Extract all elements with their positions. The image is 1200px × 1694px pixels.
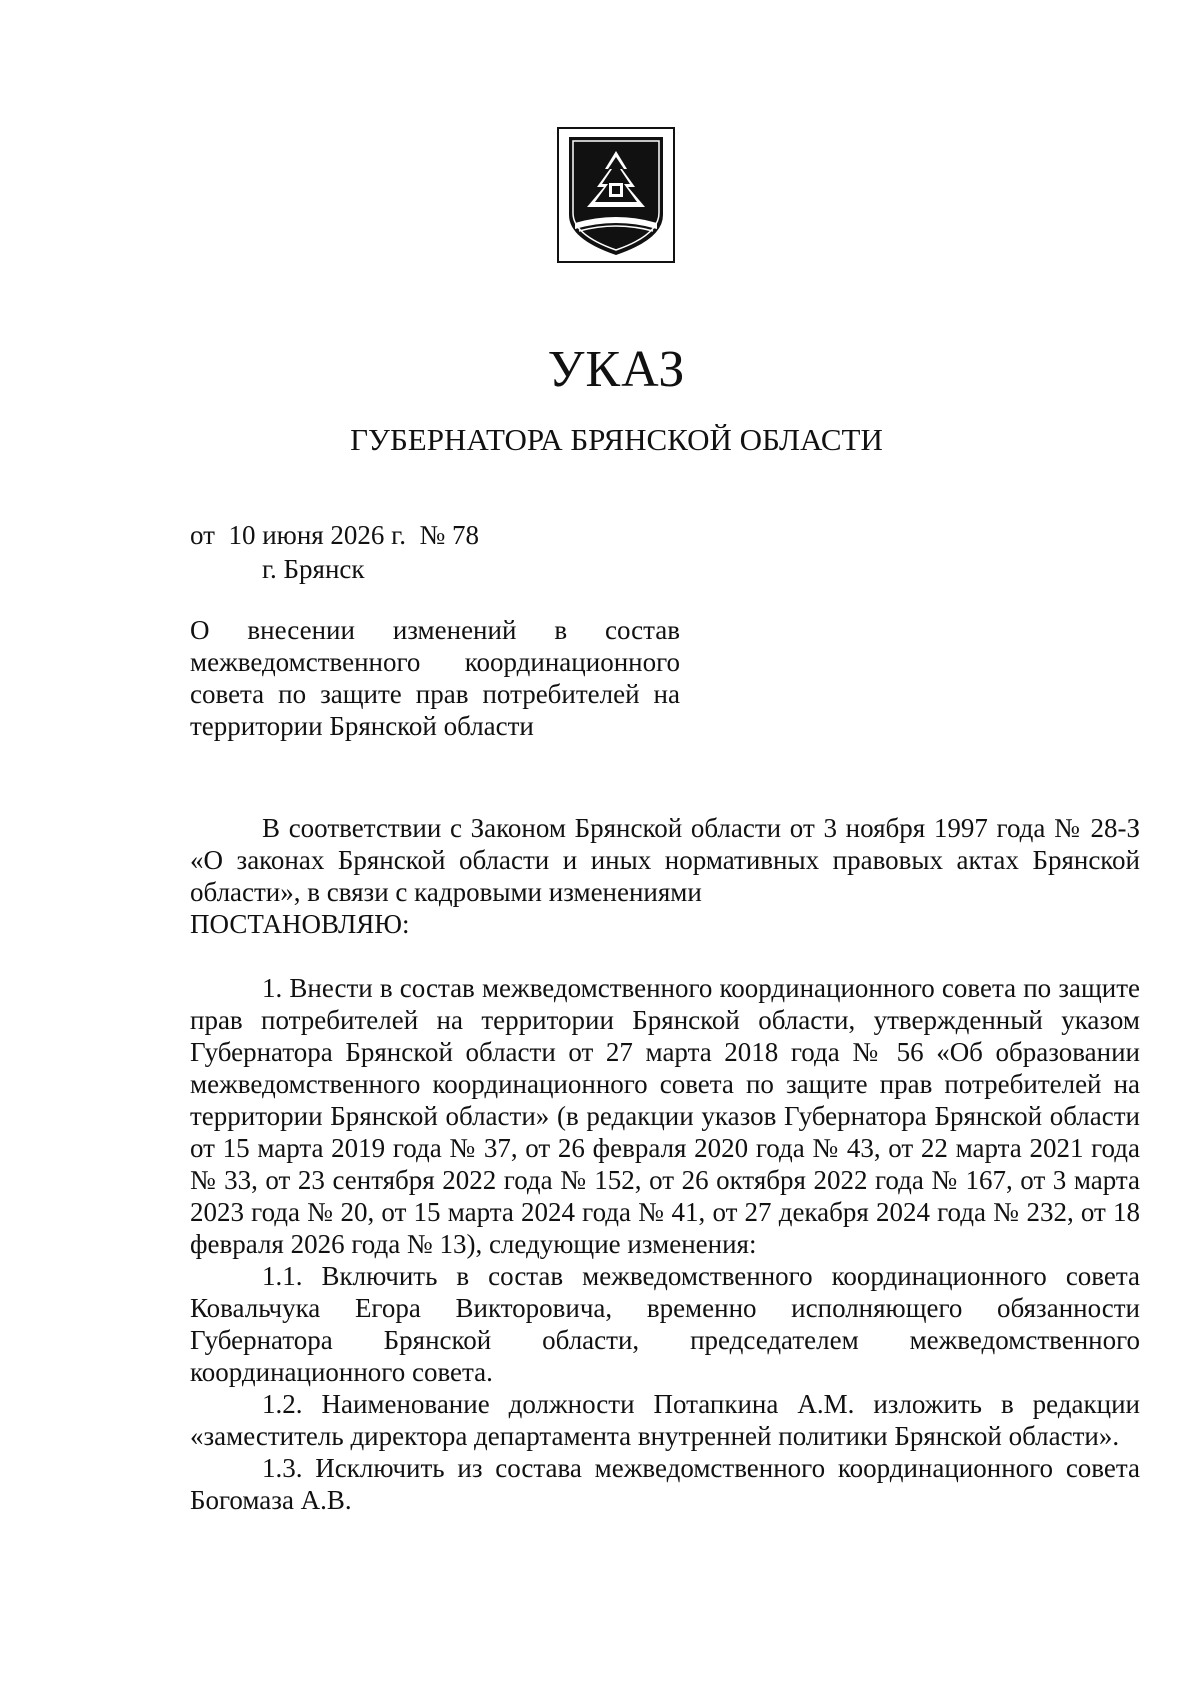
- document-title: УКАЗ: [547, 341, 686, 398]
- item-1-2: 1.2. Наименование должности Потапкина А.М. изложить в редакции «заместитель директора департамента внутренней политики Брянской области».: [190, 1389, 1140, 1451]
- bryansk-oblast-coat-of-arms: [557, 127, 675, 263]
- resolve-line: ПОСТАНОВЛЯЮ:: [190, 909, 410, 939]
- item-1-3: 1.3. Исключить из состава межведомственного координационного совета Богомаза А.В.: [190, 1453, 1140, 1515]
- item-1: 1. Внести в состав межведомственного координационного совета по защите прав потребителей на территории Брянской области, утвержденный указом Губернатора Брянской области от 27 марта 2018 года № 56 «Об образовании межведомственного координационного совета по защите прав потребителей на территории Брянской области» (в редакции указов Губернатора Брянской области от 15 марта 2019 года № 37, от 26 февраля 2020 года № 43, от 22 марта 2021 года № 33, от 23 сентября 2022 года № 152, от 26 октября 2022 года № 167, от 3 марта 2023 года № 20, от 15 марта 2024 года № 41, от 27 декабря 2024 года № 232, от 18 февраля 2026 года № 13), следующие изменения:: [190, 973, 1140, 1259]
- preamble-paragraph: В соответствии с Законом Брянской области от 3 ноября 1997 года № 28-З «О законах Брянской области и иных нормативных правовых актах Брянской области», в связи с кадровыми изменениями: [190, 813, 1140, 907]
- document-subtitle: ГУБЕРНАТОРА БРЯНСКОЙ ОБЛАСТИ: [350, 422, 883, 457]
- document-city: г. Брянск: [262, 554, 365, 584]
- document-body: [190, 812, 1140, 1516]
- item-1-1: 1.1. Включить в состав межведомственного координационного совета Ковальчука Егора Викторовича, временно исполняющего обязанности Губернатора Брянской области, председателем межведомственного координационного совета.: [190, 1261, 1140, 1387]
- document-heading: О внесении изменений в состав межведомственного координационного совета по защите прав потребителей на территории Брянской области: [190, 615, 680, 741]
- document-date-number: от 10 июня 2026 г. № 78: [190, 520, 479, 550]
